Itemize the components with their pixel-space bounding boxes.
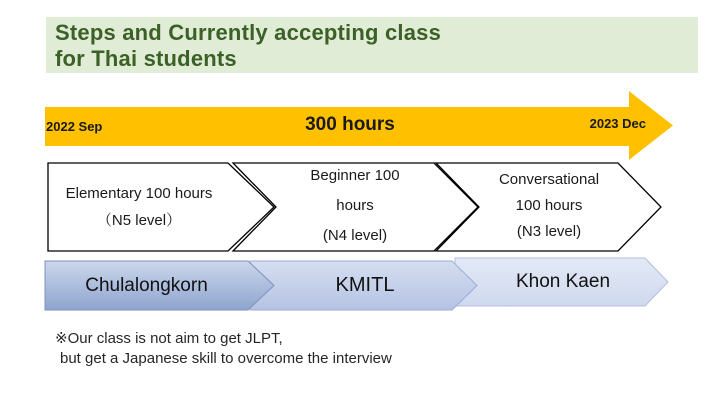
stage-label-conversational <box>479 163 619 249</box>
university-label-kmitl: KMITL <box>335 274 395 296</box>
footnote <box>55 329 392 369</box>
slide-title-line1: Steps and Currently accepting class <box>55 20 442 45</box>
stage-label-elementary <box>48 163 230 251</box>
footnote-line1: ※Our class is not aim to get JLPT, <box>55 330 283 347</box>
stage-beginner-line2: hours <box>336 197 374 214</box>
stage-conversational-line2: 100 hours <box>515 197 583 214</box>
slide-title-line2: for Thai students <box>55 46 237 71</box>
stage-conversational-line3: (N3 level) <box>516 223 582 240</box>
stage-elementary-line1: Elementary 100 hours <box>65 185 213 202</box>
footnote-line2: but get a Japanese skill to overcome the interview <box>60 350 392 367</box>
timeline-end-date: 2023 Dec <box>589 116 646 131</box>
stage-label-beginner <box>276 160 434 252</box>
stage-elementary-line2: （N5 level） <box>96 212 182 229</box>
stage-conversational-line1: Conversational <box>498 171 600 188</box>
university-label-khon-kaen: Khon Kaen <box>515 271 611 292</box>
timeline-start-date: 2022 Sep <box>46 119 103 134</box>
stage-beginner-line3: (N4 level) <box>322 227 388 244</box>
stage-beginner-line1: Beginner 100 <box>310 167 400 184</box>
timeline-hours-label: 300 hours <box>305 114 395 135</box>
university-label-chulalongkorn: Chulalongkorn <box>85 274 208 296</box>
